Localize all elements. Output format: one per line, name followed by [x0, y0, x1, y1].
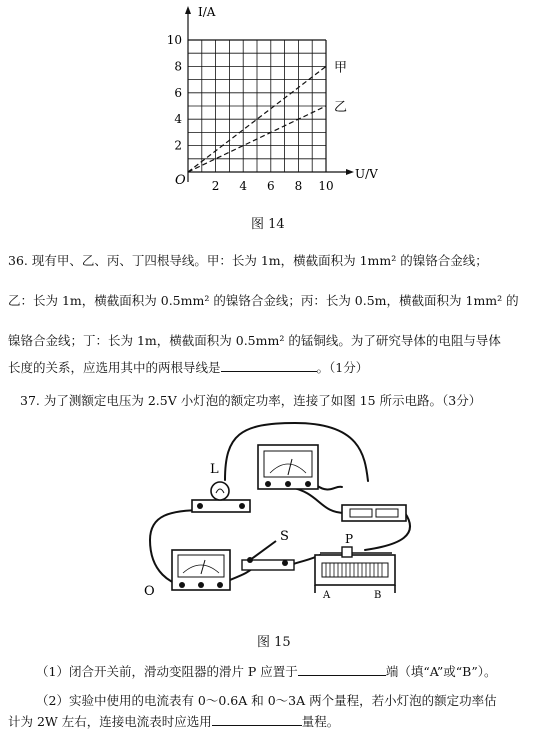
chart-grid — [188, 40, 326, 172]
battery-box — [342, 505, 406, 521]
origin-label: O — [175, 173, 186, 188]
wire-battery — [290, 487, 345, 513]
wire-voltmeter-right — [316, 485, 342, 490]
q37-stem: 37. 为了测额定电压为 2.5V 小灯泡的额定功率，连接了如图 15 所示电路。（3分） — [20, 393, 482, 408]
figure-15-caption: 图 15 — [257, 635, 291, 650]
data-series — [188, 60, 347, 172]
label-S: S — [280, 529, 289, 544]
x-tick-label: 2 — [211, 179, 220, 193]
y-axis-arrow-icon — [185, 6, 191, 14]
sub2-suffix: 量程。 — [301, 714, 340, 729]
label-B: B — [374, 590, 382, 601]
x-axis-arrow-icon — [346, 169, 354, 175]
rheostat-body — [315, 555, 395, 585]
figure-14-caption: 图 14 — [251, 217, 285, 232]
sub-question-2-line-1: （2）实验中使用的电流表有 0～0.6A 和 0～3A 两个量程，若小灯泡的额定功率估 — [36, 693, 497, 708]
y-tick-label: 2 — [174, 138, 182, 153]
y-tick-label: 6 — [174, 85, 182, 100]
label-P: P — [345, 532, 354, 546]
x-tick-label: 8 — [294, 179, 303, 193]
sub-question-1 — [36, 662, 497, 680]
series-label-1: 甲 — [334, 60, 348, 76]
label-O: O — [144, 584, 155, 599]
y-tick-label: 8 — [174, 59, 182, 74]
y-tick-label: 10 — [166, 33, 182, 47]
label-A: A — [323, 590, 331, 601]
sub-question-2-line-2 — [8, 712, 339, 730]
q36-line-3: 镍铬合金线；丁：长为 1m，横截面积为 0.5mm² 的锰铜线。为了研究导体的电阻与导体 — [8, 333, 501, 348]
x-tick-label: 6 — [266, 179, 275, 193]
sub1-prompt: （1）闭合开关前，滑动变阻器的滑片 P 应置于 — [36, 664, 298, 679]
x-axis-label: U/V — [355, 167, 378, 181]
q36-answer-blank[interactable] — [221, 359, 317, 372]
switch-blade — [250, 541, 276, 560]
q36-line-2: 乙：长为 1m，横截面积为 0.5mm² 的镍铬合金线；丙：长为 0.5m，横截面积为 1mm² 的 — [8, 293, 519, 308]
sub1-answer-blank[interactable] — [298, 663, 386, 676]
figure-14-chart — [160, 0, 390, 200]
y-axis-label: I/A — [198, 5, 216, 19]
x-tick-label: 4 — [239, 179, 248, 193]
q36-line-4 — [8, 359, 538, 375]
label-L: L — [210, 462, 219, 477]
sub2-answer-blank[interactable] — [212, 713, 302, 726]
q36-points: 。（1分） — [316, 360, 369, 375]
lamp-bulb-icon — [211, 482, 229, 500]
sub2-prompt: 计为 2W 左右，连接电流表时应选用 — [8, 714, 212, 729]
q36-line-1: 36. 现有甲、乙、丙、丁四根导线。甲：长为 1m，横截面积为 1mm² 的镍铬合金线； — [8, 253, 488, 268]
sub1-hint: 端（填“A”或“B”）。 — [385, 664, 497, 679]
y-tick-label: 4 — [174, 112, 182, 127]
rheostat-slider — [342, 547, 352, 557]
figure-15-circuit — [130, 415, 420, 615]
x-tick-label: 10 — [318, 179, 334, 193]
series-label-2: 乙 — [334, 100, 348, 115]
q36-prompt: 长度的关系，应选用其中的两根导线是 — [8, 360, 221, 375]
